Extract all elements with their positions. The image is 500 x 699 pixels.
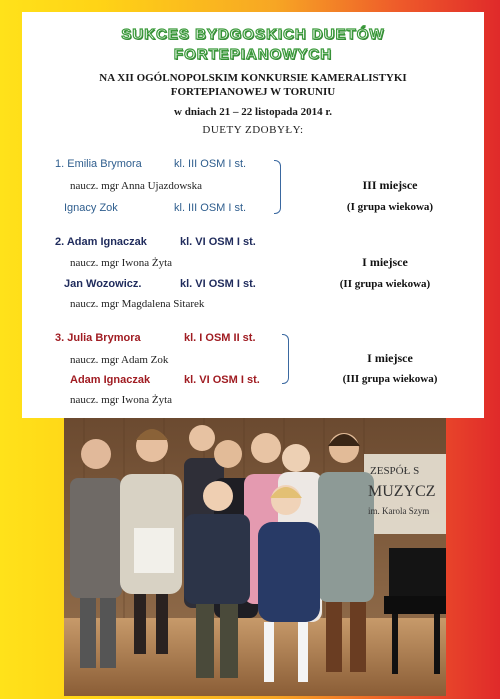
duet1-pianist2: Ignacy Zok	[64, 202, 118, 214]
duet1-class1: kl. III OSM I st.	[174, 158, 247, 170]
duet3-teacher2: naucz. mgr Iwona Żyta	[70, 394, 173, 406]
duet1-group: (I grupa wiekowa)	[346, 201, 434, 213]
title-line-1: SUKCES BYDGOSKICH DUETÓW	[121, 26, 385, 43]
duet3-group: (III grupa wiekowa)	[342, 373, 438, 385]
subtitle-line-1: NA XII OGÓLNOPOLSKIM KONKURSIE KAMERALISTYKI	[99, 72, 407, 84]
duet2-place: I miejsce	[362, 255, 408, 269]
group-photo-illustration	[64, 418, 446, 696]
title-line-2: FORTEPIANOWYCH	[173, 46, 333, 63]
duet1-brace	[274, 160, 281, 214]
subtitle-line-2: FORTEPIANOWEJ W TORUNIU	[170, 86, 336, 98]
duet1-place: III miejsce	[362, 178, 418, 192]
duet3-teacher1: naucz. mgr Adam Zok	[70, 354, 169, 366]
duet2-teacher1: naucz. mgr Iwona Żyta	[70, 257, 173, 269]
duet3-pianist2: Adam Ignaczak	[70, 374, 151, 386]
duet3-pianist1: 3. Julia Brymora	[55, 332, 141, 344]
photo-banner-line2: MUZYCZ	[368, 483, 436, 500]
duet1-pianist1: 1. Emilia Brymora	[55, 158, 142, 170]
duet3-class1: kl. I OSM II st.	[184, 332, 256, 344]
duety-heading: DUETY ZDOBYŁY:	[202, 124, 304, 136]
group-photo	[64, 418, 446, 696]
duet2-class1: kl. VI OSM I st.	[180, 236, 256, 248]
duet2-teacher2: naucz. mgr Magdalena Sitarek	[70, 298, 205, 310]
duet2-pianist1: 2. Adam Ignaczak	[55, 236, 147, 248]
duet1-teacher1: naucz. mgr Anna Ujazdowska	[70, 180, 202, 192]
event-date: w dniach 21 – 22 listopada 2014 r.	[174, 106, 332, 118]
announcement-card	[22, 12, 484, 418]
duet1-class2: kl. III OSM I st.	[174, 202, 247, 214]
duet2-pianist2: Jan Wozowicz.	[64, 278, 142, 290]
photo-banner-line1: ZESPÓŁ S	[370, 465, 420, 477]
duet3-brace	[282, 334, 289, 384]
duet3-place: I miejsce	[367, 351, 413, 365]
duet2-class2: kl. VI OSM I st.	[180, 278, 256, 290]
photo-banner-line3: im. Karola Szym	[368, 506, 430, 516]
duet2-group: (II grupa wiekowa)	[339, 278, 431, 290]
duet3-class2: kl. VI OSM I st.	[184, 374, 260, 386]
